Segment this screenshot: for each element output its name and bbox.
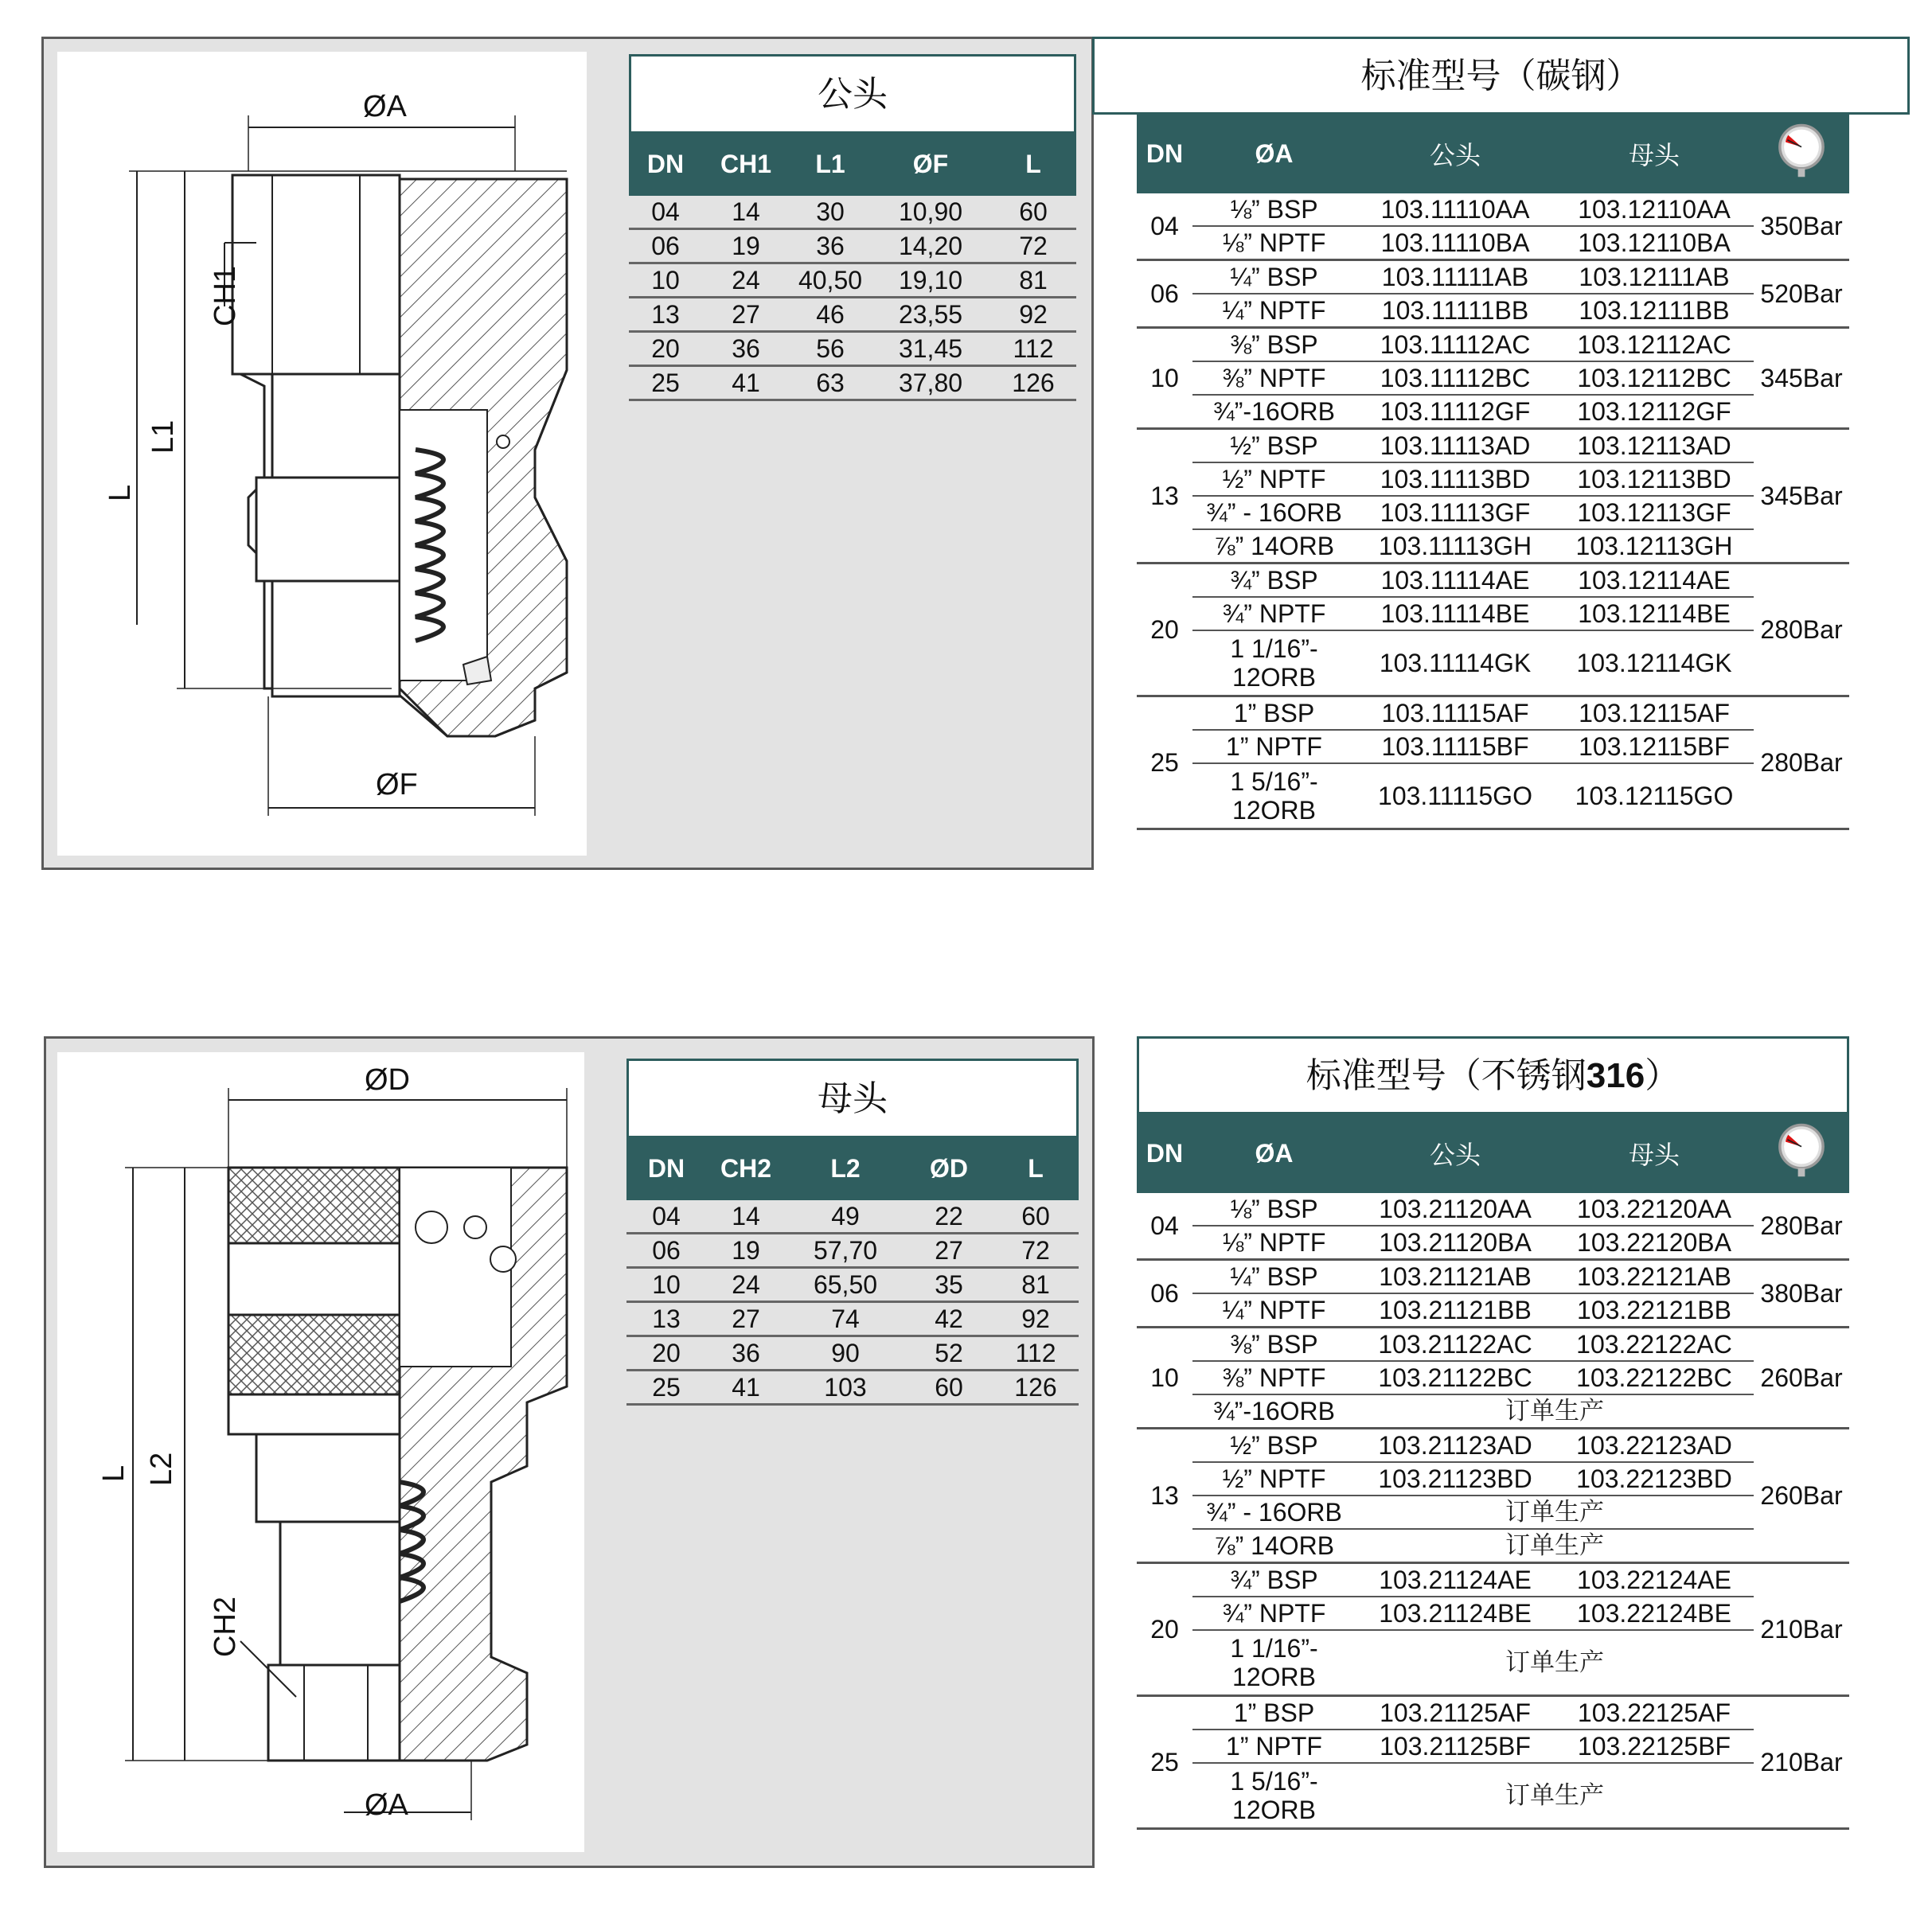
male-part-number: 103.11115BF <box>1356 730 1555 763</box>
thread-cell: 1” BSP <box>1192 1696 1356 1730</box>
pressure-cell: 280Bar <box>1754 696 1849 829</box>
male-caption: 公头 <box>818 74 888 115</box>
table-row <box>629 229 1076 263</box>
dn-cell: 20 <box>1137 564 1192 696</box>
table-row <box>1137 763 1849 829</box>
dn-cell: 06 <box>1137 260 1192 328</box>
male-part-number: 103.11113GH <box>1356 529 1555 564</box>
table-row <box>1137 328 1849 362</box>
table-cell: 13 <box>626 1302 706 1336</box>
table-cell: 112 <box>993 1336 1079 1371</box>
pressure-cell: 350Bar <box>1754 193 1849 260</box>
thread-cell: ¾” BSP <box>1192 564 1356 598</box>
thread-cell: ¾”-16ORB <box>1192 395 1356 429</box>
female-dimension-rows <box>626 1200 1079 1405</box>
table-cell: 63 <box>790 366 871 400</box>
table-row <box>1137 696 1849 731</box>
table-cell: 52 <box>905 1336 993 1371</box>
table-cell: 22 <box>905 1200 993 1234</box>
table-cell: 27 <box>905 1234 993 1268</box>
table-cell: 30 <box>790 196 871 229</box>
male-part-number: 103.21123BD <box>1356 1462 1555 1496</box>
dim-label-f: ØF <box>376 768 418 801</box>
male-part-number: 103.11113BD <box>1356 462 1555 496</box>
table-cell: 31,45 <box>871 332 990 366</box>
female-part-number: 103.22122AC <box>1555 1328 1754 1362</box>
stainless-title-suffix: ） <box>1645 1055 1680 1096</box>
thread-cell: ⅜” NPTF <box>1192 361 1356 395</box>
thread-cell: ¼” NPTF <box>1192 294 1356 328</box>
table-row <box>1137 529 1849 564</box>
stainless-spec-rows <box>1137 1193 1849 1829</box>
table-row <box>1137 1496 1849 1529</box>
dn-cell: 13 <box>1137 1429 1192 1563</box>
pressure-cell: 520Bar <box>1754 260 1849 328</box>
dn-cell: 25 <box>1137 696 1192 829</box>
male-part-number: 103.11113AD <box>1356 429 1555 463</box>
table-cell: 37,80 <box>871 366 990 400</box>
dim-label-a: ØA <box>363 90 407 123</box>
header-cell: 母头 <box>1555 1113 1754 1193</box>
thread-cell: ⅛” NPTF <box>1192 1226 1356 1260</box>
thread-cell: ⅞” 14ORB <box>1192 1529 1356 1563</box>
pressure-cell: 345Bar <box>1754 429 1849 564</box>
female-part-number: 103.12114GK <box>1555 630 1754 696</box>
made-to-order-cell: 订单生产 <box>1356 1630 1754 1696</box>
table-row <box>1137 1462 1849 1496</box>
stainless-title-box <box>1137 1036 1849 1114</box>
male-part-number: 103.11115GO <box>1356 763 1555 829</box>
table-cell: 27 <box>702 298 790 332</box>
table-row <box>1137 193 1849 226</box>
thread-cell: ¾” - 16ORB <box>1192 1496 1356 1529</box>
header-cell: ØA <box>1192 114 1356 193</box>
table-row <box>1137 1529 1849 1563</box>
table-row <box>626 1200 1079 1234</box>
table-cell: 46 <box>790 298 871 332</box>
table-row <box>1137 1429 1849 1463</box>
thread-cell: ½” NPTF <box>1192 1462 1356 1496</box>
header-cell: DN <box>1137 114 1192 193</box>
table-cell: 90 <box>786 1336 905 1371</box>
dn-cell: 25 <box>1137 1696 1192 1829</box>
pressure-gauge-icon <box>1774 1122 1829 1178</box>
made-to-order-cell: 订单生产 <box>1356 1763 1754 1829</box>
table-row <box>626 1336 1079 1371</box>
table-cell: 41 <box>702 366 790 400</box>
carbon-spec-header <box>1137 114 1849 193</box>
table-cell: 14 <box>706 1200 786 1234</box>
male-part-number: 103.11114BE <box>1356 597 1555 630</box>
header-cell: CH1 <box>702 132 790 196</box>
dn-cell: 04 <box>1137 1193 1192 1260</box>
female-part-number: 103.12112AC <box>1555 328 1754 362</box>
table-row <box>1137 1763 1849 1829</box>
thread-cell: ⅜” BSP <box>1192 1328 1356 1362</box>
header-cell: DN <box>1137 1113 1192 1193</box>
table-row <box>629 366 1076 400</box>
dn-cell: 06 <box>1137 1260 1192 1328</box>
pressure-cell: 380Bar <box>1754 1260 1849 1328</box>
thread-cell: ½” NPTF <box>1192 462 1356 496</box>
dn-cell: 10 <box>1137 1328 1192 1429</box>
male-part-number: 103.11112AC <box>1356 328 1555 362</box>
table-row <box>1137 597 1849 630</box>
female-caption-box <box>626 1059 1079 1138</box>
table-cell: 60 <box>990 196 1076 229</box>
thread-cell: ¾” NPTF <box>1192 1597 1356 1630</box>
male-coupler-drawing <box>57 52 587 856</box>
table-cell: 112 <box>990 332 1076 366</box>
header-cell: ØD <box>905 1137 993 1200</box>
table-cell: 27 <box>706 1302 786 1336</box>
header-cell: L1 <box>790 132 871 196</box>
table-row <box>626 1371 1079 1405</box>
pressure-cell: 210Bar <box>1754 1696 1849 1829</box>
thread-cell: 1” NPTF <box>1192 1730 1356 1763</box>
table-cell: 19 <box>702 229 790 263</box>
table-cell: 56 <box>790 332 871 366</box>
thread-cell: ¼” NPTF <box>1192 1293 1356 1328</box>
made-to-order-cell: 订单生产 <box>1356 1394 1754 1429</box>
pressure-cell: 280Bar <box>1754 1193 1849 1260</box>
table-cell: 126 <box>993 1371 1079 1405</box>
male-part-number: 103.11110BA <box>1356 226 1555 260</box>
table-row <box>1137 1260 1849 1294</box>
male-part-number: 103.11111AB <box>1356 260 1555 294</box>
dim-label-l: L <box>103 484 137 501</box>
female-dimension-table <box>626 1137 1079 1406</box>
table-row <box>629 332 1076 366</box>
table-cell: 126 <box>990 366 1076 400</box>
thread-cell: ⅛” BSP <box>1192 193 1356 226</box>
table-cell: 10 <box>629 263 702 298</box>
female-part-number: 103.12113BD <box>1555 462 1754 496</box>
table-cell: 92 <box>993 1302 1079 1336</box>
table-cell: 14,20 <box>871 229 990 263</box>
table-row <box>1137 429 1849 463</box>
male-part-number: 103.21122AC <box>1356 1328 1555 1362</box>
female-part-number: 103.22124AE <box>1555 1563 1754 1597</box>
male-caption-box <box>629 54 1076 134</box>
table-cell: 19 <box>706 1234 786 1268</box>
male-part-number: 103.11112BC <box>1356 361 1555 395</box>
thread-cell: ¼” BSP <box>1192 1260 1356 1294</box>
female-part-number: 103.22121BB <box>1555 1293 1754 1328</box>
pressure-cell: 280Bar <box>1754 564 1849 696</box>
male-part-number: 103.11112GF <box>1356 395 1555 429</box>
female-part-number: 103.12115AF <box>1555 696 1754 731</box>
table-row <box>1137 294 1849 328</box>
table-cell: 25 <box>626 1371 706 1405</box>
table-cell: 72 <box>990 229 1076 263</box>
table-cell: 13 <box>629 298 702 332</box>
table-cell: 103 <box>786 1371 905 1405</box>
table-cell: 81 <box>993 1268 1079 1302</box>
table-row <box>1137 730 1849 763</box>
header-cell: 母头 <box>1555 114 1754 193</box>
table-cell: 65,50 <box>786 1268 905 1302</box>
table-row <box>1137 630 1849 696</box>
female-part-number: 103.12111BB <box>1555 294 1754 328</box>
thread-cell: 1 1/16”- 12ORB <box>1192 1630 1356 1696</box>
table-cell: 41 <box>706 1371 786 1405</box>
table-cell: 10 <box>626 1268 706 1302</box>
thread-cell: 1 5/16”- 12ORB <box>1192 763 1356 829</box>
thread-cell: ⅞” 14ORB <box>1192 529 1356 564</box>
male-part-number: 103.11115AF <box>1356 696 1555 731</box>
female-part-number: 103.12111AB <box>1555 260 1754 294</box>
female-coupler-drawing <box>57 1052 584 1852</box>
male-part-number: 103.21124BE <box>1356 1597 1555 1630</box>
thread-cell: ⅛” BSP <box>1192 1193 1356 1226</box>
female-part-number: 103.22124BE <box>1555 1597 1754 1630</box>
dim-label-l2: L2 <box>145 1452 178 1486</box>
table-row <box>1137 1630 1849 1696</box>
table-cell: 81 <box>990 263 1076 298</box>
pressure-cell: 260Bar <box>1754 1328 1849 1429</box>
female-part-number: 103.22120BA <box>1555 1226 1754 1260</box>
pressure-gauge-icon <box>1774 123 1829 178</box>
thread-cell: ⅜” NPTF <box>1192 1361 1356 1394</box>
dn-cell: 04 <box>1137 193 1192 260</box>
female-part-number: 103.22121AB <box>1555 1260 1754 1294</box>
table-cell: 92 <box>990 298 1076 332</box>
thread-cell: 1 1/16”- 12ORB <box>1192 630 1356 696</box>
thread-cell: ½” BSP <box>1192 1429 1356 1463</box>
male-part-number: 103.11111BB <box>1356 294 1555 328</box>
male-part-number: 103.21120BA <box>1356 1226 1555 1260</box>
female-part-number: 103.22122BC <box>1555 1361 1754 1394</box>
table-cell: 14 <box>702 196 790 229</box>
table-cell: 06 <box>629 229 702 263</box>
table-row <box>1137 462 1849 496</box>
female-part-number: 103.22123AD <box>1555 1429 1754 1463</box>
table-cell: 06 <box>626 1234 706 1268</box>
thread-cell: ⅛” NPTF <box>1192 226 1356 260</box>
table-row <box>626 1234 1079 1268</box>
female-part-number: 103.22120AA <box>1555 1193 1754 1226</box>
header-cell: L <box>993 1137 1079 1200</box>
female-part-number: 103.12112GF <box>1555 395 1754 429</box>
table-cell: 04 <box>626 1200 706 1234</box>
male-part-number: 103.21125BF <box>1356 1730 1555 1763</box>
table-cell: 60 <box>905 1371 993 1405</box>
table-cell: 36 <box>702 332 790 366</box>
table-cell: 24 <box>702 263 790 298</box>
female-part-number: 103.12114BE <box>1555 597 1754 630</box>
header-cell: CH2 <box>706 1137 786 1200</box>
dn-cell: 20 <box>1137 1563 1192 1696</box>
female-part-number: 103.12110AA <box>1555 193 1754 226</box>
table-row <box>626 1302 1079 1336</box>
thread-cell: ⅜” BSP <box>1192 328 1356 362</box>
table-cell: 24 <box>706 1268 786 1302</box>
table-row <box>1137 226 1849 260</box>
thread-cell: 1 5/16”- 12ORB <box>1192 1763 1356 1829</box>
made-to-order-cell: 订单生产 <box>1356 1496 1754 1529</box>
table-row <box>1137 395 1849 429</box>
table-row <box>1137 361 1849 395</box>
header-cell: 公头 <box>1356 1113 1555 1193</box>
table-cell: 36 <box>706 1336 786 1371</box>
female-part-number: 103.12113AD <box>1555 429 1754 463</box>
carbon-title-box <box>1092 37 1910 115</box>
table-row <box>1137 1328 1849 1362</box>
pressure-gauge-icon <box>1754 1113 1849 1193</box>
dim-label-l: L <box>97 1464 131 1482</box>
table-row <box>1137 496 1849 529</box>
female-part-number: 103.12115GO <box>1555 763 1754 829</box>
header-cell: DN <box>626 1137 706 1200</box>
thread-cell: ¾” BSP <box>1192 1563 1356 1597</box>
thread-cell: 1” NPTF <box>1192 730 1356 763</box>
made-to-order-cell: 订单生产 <box>1356 1529 1754 1563</box>
male-part-number: 103.21125AF <box>1356 1696 1555 1730</box>
table-row <box>1137 564 1849 598</box>
pressure-cell: 260Bar <box>1754 1429 1849 1563</box>
dim-label-ch2: CH2 <box>209 1596 242 1657</box>
dn-cell: 13 <box>1137 429 1192 564</box>
table-cell: 42 <box>905 1302 993 1336</box>
female-caption: 母头 <box>818 1078 888 1119</box>
male-part-number: 103.21121BB <box>1356 1293 1555 1328</box>
table-cell: 35 <box>905 1268 993 1302</box>
table-row <box>629 263 1076 298</box>
table-row <box>1137 1730 1849 1763</box>
female-part-number: 103.12113GF <box>1555 496 1754 529</box>
male-section-svg <box>57 52 587 856</box>
dim-label-d: ØD <box>365 1063 410 1097</box>
carbon-title: 标准型号（碳钢） <box>1360 56 1641 96</box>
stainless-title-prefix: 标准型号（不锈钢 <box>1306 1055 1587 1096</box>
thread-cell: ¾”-16ORB <box>1192 1394 1356 1429</box>
dim-label-a: ØA <box>365 1788 408 1822</box>
table-row <box>1137 1361 1849 1394</box>
male-part-number: 103.11113GF <box>1356 496 1555 529</box>
thread-cell: ¾” - 16ORB <box>1192 496 1356 529</box>
thread-cell: 1” BSP <box>1192 696 1356 731</box>
table-cell: 25 <box>629 366 702 400</box>
male-part-number: 103.11110AA <box>1356 193 1555 226</box>
male-dimension-rows <box>629 196 1076 400</box>
table-row <box>1137 260 1849 294</box>
carbon-spec-rows <box>1137 193 1849 829</box>
male-part-number: 103.21122BC <box>1356 1361 1555 1394</box>
stainless-spec-table <box>1137 1113 1849 1830</box>
male-part-number: 103.11114AE <box>1356 564 1555 598</box>
table-row <box>1137 1226 1849 1260</box>
male-part-number: 103.21124AE <box>1356 1563 1555 1597</box>
table-row <box>1137 1293 1849 1328</box>
table-cell: 36 <box>790 229 871 263</box>
table-row <box>1137 1563 1849 1597</box>
male-part-number: 103.21123AD <box>1356 1429 1555 1463</box>
table-cell: 49 <box>786 1200 905 1234</box>
male-dimension-table <box>629 132 1076 401</box>
pressure-cell: 345Bar <box>1754 328 1849 429</box>
thread-cell: ¼” BSP <box>1192 260 1356 294</box>
male-part-number: 103.21121AB <box>1356 1260 1555 1294</box>
male-dimension-header <box>629 132 1076 196</box>
table-row <box>1137 1394 1849 1429</box>
thread-cell: ½” BSP <box>1192 429 1356 463</box>
pressure-cell: 210Bar <box>1754 1563 1849 1696</box>
female-part-number: 103.12113GH <box>1555 529 1754 564</box>
dim-label-ch1: CH1 <box>209 265 242 326</box>
male-part-number: 103.21120AA <box>1356 1193 1555 1226</box>
table-cell: 04 <box>629 196 702 229</box>
female-part-number: 103.12114AE <box>1555 564 1754 598</box>
carbon-spec-table <box>1137 114 1849 830</box>
table-cell: 20 <box>629 332 702 366</box>
header-cell: L2 <box>786 1137 905 1200</box>
female-part-number: 103.22125AF <box>1555 1696 1754 1730</box>
female-part-number: 103.22125BF <box>1555 1730 1754 1763</box>
header-cell: DN <box>629 132 702 196</box>
table-cell: 10,90 <box>871 196 990 229</box>
header-cell: 公头 <box>1356 114 1555 193</box>
dn-cell: 10 <box>1137 328 1192 429</box>
table-cell: 74 <box>786 1302 905 1336</box>
header-cell: ØF <box>871 132 990 196</box>
thread-cell: ¾” NPTF <box>1192 597 1356 630</box>
table-row <box>1137 1193 1849 1226</box>
header-cell: L <box>990 132 1076 196</box>
stainless-spec-header <box>1137 1113 1849 1193</box>
header-cell: ØA <box>1192 1113 1356 1193</box>
female-dimension-header <box>626 1137 1079 1200</box>
table-row <box>629 298 1076 332</box>
table-row <box>626 1268 1079 1302</box>
table-cell: 72 <box>993 1234 1079 1268</box>
stainless-title-grade: 316 <box>1586 1056 1645 1095</box>
female-part-number: 103.12115BF <box>1555 730 1754 763</box>
table-row <box>1137 1696 1849 1730</box>
female-part-number: 103.12110BA <box>1555 226 1754 260</box>
table-cell: 20 <box>626 1336 706 1371</box>
dim-label-l1: L1 <box>146 419 180 454</box>
table-cell: 60 <box>993 1200 1079 1234</box>
female-part-number: 103.12112BC <box>1555 361 1754 395</box>
table-cell: 40,50 <box>790 263 871 298</box>
table-cell: 23,55 <box>871 298 990 332</box>
table-row <box>1137 1597 1849 1630</box>
table-row <box>629 196 1076 229</box>
table-cell: 19,10 <box>871 263 990 298</box>
table-cell: 57,70 <box>786 1234 905 1268</box>
male-part-number: 103.11114GK <box>1356 630 1555 696</box>
female-part-number: 103.22123BD <box>1555 1462 1754 1496</box>
pressure-gauge-icon <box>1754 114 1849 193</box>
female-section-svg <box>57 1052 584 1852</box>
